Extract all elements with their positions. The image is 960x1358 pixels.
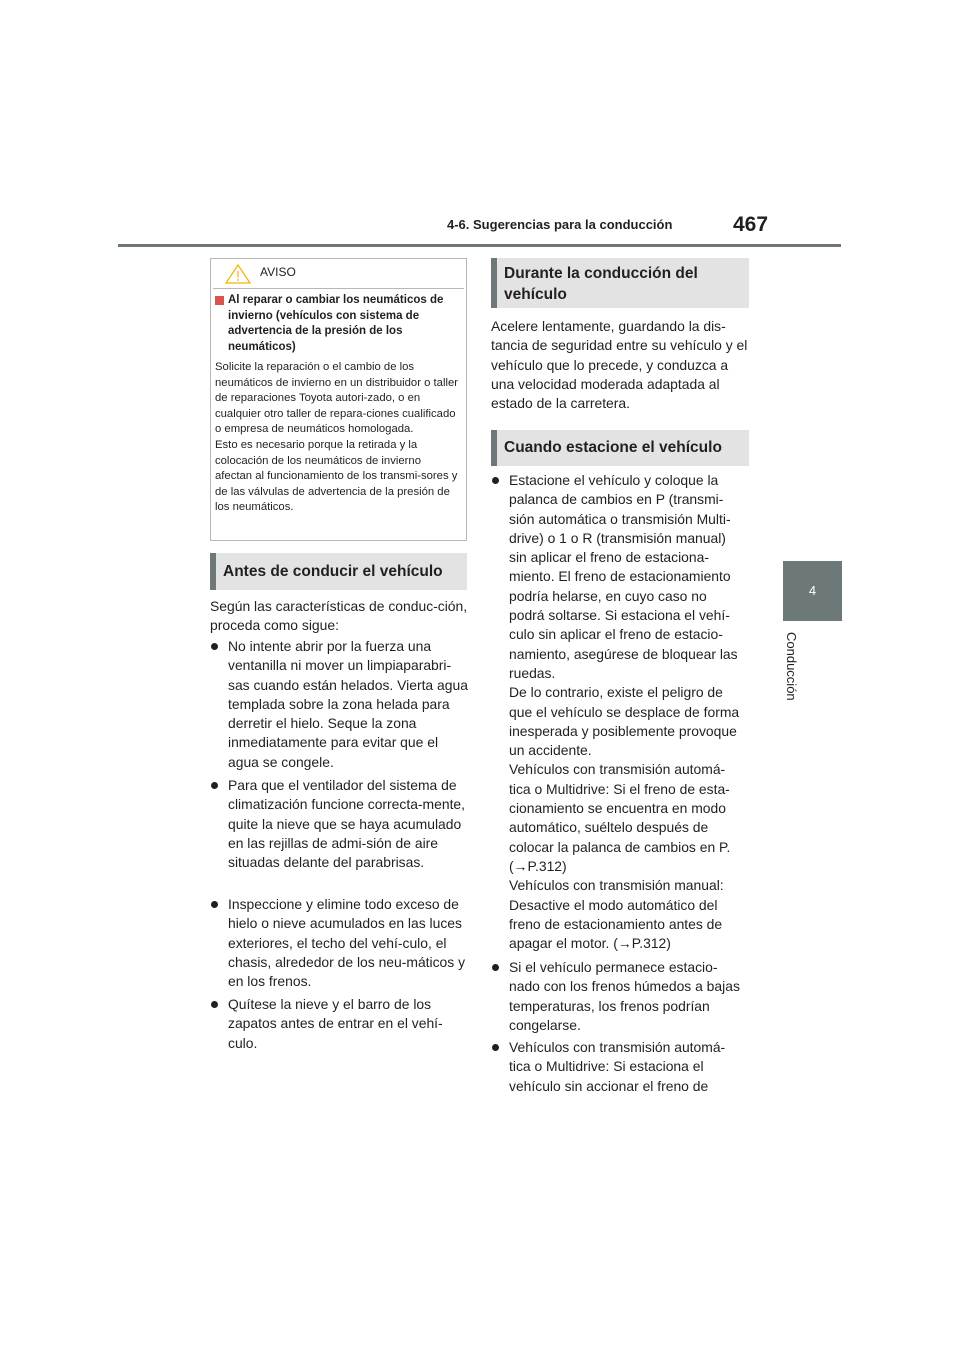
list-item-text: Quítese la nieve y el barro de los zapatos antes de entrar en el vehí-culo.	[228, 996, 443, 1051]
chapter-label: Conducción	[784, 632, 799, 701]
bullet-icon	[211, 1001, 218, 1008]
list-item-text: No intente abrir por la fuerza una ventanilla ni mover un limpiaparabri-sas cuando están helados. Vierta agua templada sobre la zona helada para derretir el hielo. Seque la zona inmediatamente para evitar que el agua se congele.	[228, 638, 468, 770]
warning-box	[210, 258, 467, 541]
bullet-icon	[211, 782, 218, 789]
list-item-paragraph: De lo contrario, existe el peligro de que el vehículo se desplace de forma inesperada y posiblemente provoque un accidente.	[509, 684, 740, 759]
section-heading-line: vehículo	[504, 286, 567, 303]
chapter-tab: 4	[783, 561, 842, 621]
chapter-label-wrap	[784, 632, 810, 742]
list-item-text: Inspeccione y elimine todo exceso de hielo o nieve acumulados en las luces exteriores, el techo del vehí-culo, el chasis, alrededor de los neu-máticos y en los frenos.	[228, 896, 466, 990]
warning-body-paragraph: Solicite la reparación o el cambio de los neumáticos de invierno en un distribuidor o taller de reparaciones Toyota autori-zado, o en cualquier otro taller de repara-ciones cualificado o empresa de neumáticos homologada.	[215, 361, 459, 436]
list-item-paragraph: Estacione el vehículo y coloque la palanca de cambios en P (transmi-sión automática o transmisión Multi-drive) o 1 o R (transmisión manual) sin aplicar el freno de estaciona-miento. El freno de estacionamiento podría helarse, en cuyo caso no podrá soltarse. Si estaciona el vehí-culo sin aplicar el freno de estacio-namiento, asegúrese de bloquear las ruedas.	[509, 472, 738, 681]
section-heading: Antes de conducir el vehículo	[210, 553, 467, 590]
section-heading	[491, 258, 749, 308]
bullet-icon	[492, 964, 499, 971]
warning-triangle-icon	[225, 264, 251, 284]
bullet-icon	[211, 901, 218, 908]
bullet-icon	[211, 643, 218, 650]
list-item-sentence: Vehículos con transmisión manual: Desactive el modo automático del freno de estacionamiento antes de apagar el motor.	[509, 877, 724, 952]
list-item-text: Para que el ventilador del sistema de climatización funcione correcta-mente, quite la nieve que se haya acumulado en las rejillas de admi-sión de aire situadas delante del parabrisas.	[228, 777, 466, 871]
section-title: 4-6. Sugerencias para la conducción	[447, 217, 673, 232]
page-reference-link[interactable]: (→P.312)	[613, 935, 671, 952]
header-rule	[118, 244, 841, 247]
warning-body	[215, 360, 460, 516]
list-item-sentence: Vehículos con transmisión automá-tica o Multidrive: Si el freno de esta-cionamiento se encuentra en modo automático, suéltelo después de colocar la palanca de cambios en P.	[509, 761, 731, 855]
red-square-icon	[215, 296, 224, 305]
warning-body-paragraph: Esto es necesario porque la retirada y la colocación de los neumáticos de invierno afectan al funcionamiento de los transmi-sores y de las válvulas de advertencia de la presión de los neumáticos.	[215, 438, 458, 514]
driving-paragraph: Acelere lentamente, guardando la dis-tancia de seguridad entre su vehículo y el vehículo que lo precede, y conduzca a una velocidad moderada adaptada al estado de la carretera.	[491, 318, 748, 412]
section-heading-line: Durante la conducción del	[504, 265, 698, 282]
list-item-text	[509, 471, 745, 953]
warning-separator	[213, 288, 464, 289]
intro-paragraph: Según las características de conduc-ción, proceda como sigue:	[210, 598, 468, 634]
section-heading: Cuando estacione el vehículo	[491, 430, 749, 466]
list-item-paragraph	[509, 760, 745, 876]
list-item-text: Vehículos con transmisión automá-tica o Multidrive: Si estaciona el vehículo sin accionar el freno de	[509, 1039, 726, 1094]
page-number: 467	[733, 213, 769, 236]
bullet-icon	[492, 1044, 499, 1051]
list-item-paragraph	[509, 876, 745, 953]
warning-heading-text: Al reparar o cambiar los neumáticos de invierno (vehículos con sistema de advertencia de la presión de los neumáticos)	[228, 294, 444, 353]
bullet-icon	[492, 477, 499, 484]
page-reference-link[interactable]: (→P.312)	[509, 857, 567, 874]
warning-title: AVISO	[260, 265, 296, 279]
list-item-text: Si el vehículo permanece estacio-nado con los frenos húmedos a bajas temperaturas, los frenos podrían congelarse.	[509, 959, 740, 1033]
warning-header	[211, 259, 466, 289]
